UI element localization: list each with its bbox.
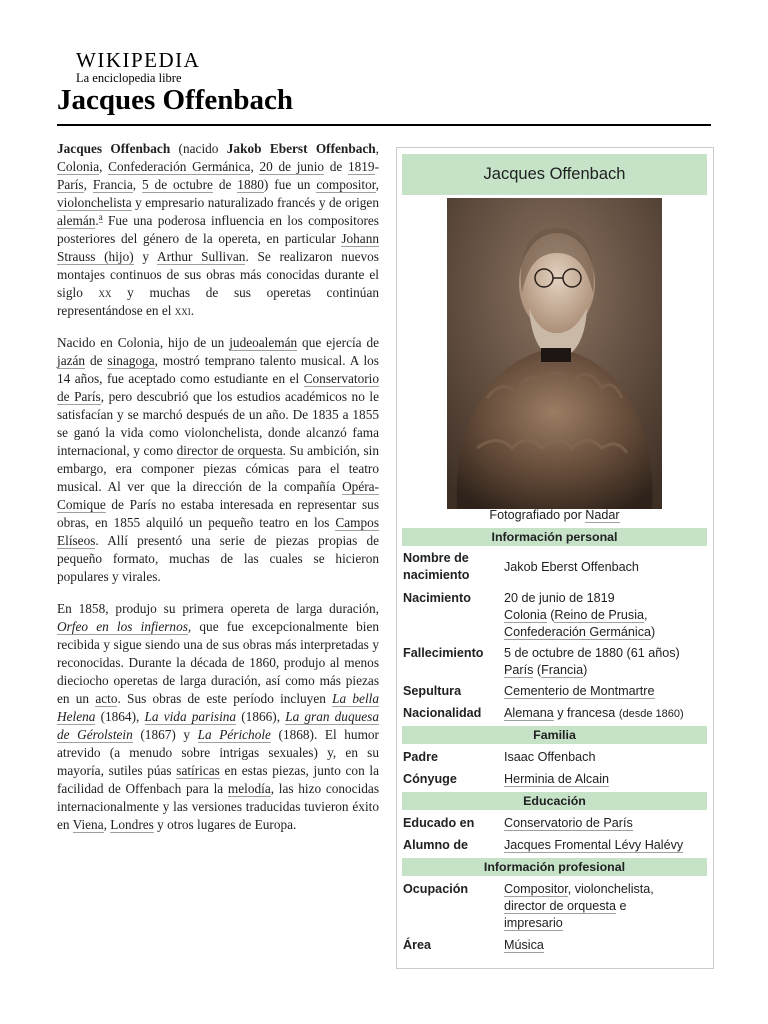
label-death: Fallecimiento [403,646,484,660]
link-birth-colonia[interactable]: Colonia [504,608,547,622]
infobox [396,147,714,969]
section-family: Familia [402,726,707,744]
link-gerolstein[interactable]: La gran duquesa de Gérolstein [57,709,379,742]
link-colonia[interactable]: Colonia [57,159,100,174]
infobox-title: Jacques Offenbach [402,154,707,195]
paragraph-intro: Jacques Offenbach (nacido Jakob Eberst Offenbach, Colonia, Confederación Germánica, 20 de junio de 1819-París, Francia, 5 de octubre de 1880) fue un compositor, violonchelista y empresario naturalizado francés y de origen alemán.$^a$ Fue una poderosa influencia en los compositores posteriores del género de la opereta, en particular Johann Strauss (hijo) y Arthur Sullivan. Se realizaron nuevos montajes continuos de sus obras más conocidas durante el siglo xx y muchas de sus operetas continúan representándose en el xxi. [57,141,380,318]
link-aleman[interactable]: alemán [57,213,96,228]
value-burial [504,683,708,700]
link-bella-helena[interactable]: La bella Helena [57,691,379,724]
link-director[interactable]: director de orquesta [504,899,617,913]
link-director-orquesta[interactable]: director de orquesta [176,443,283,458]
birth-name: Jakob Eberst Offenbach [226,141,376,156]
value-birth-name: Jakob Eberst Offenbach [504,560,639,574]
link-melodia[interactable]: melodía [227,781,271,796]
value-birth: 20 de junio de 1819 Colonia (Reino de Prusia, Confederación Germánica) [504,591,656,639]
link-montmartre[interactable]: Cementerio de Montmartre [504,684,655,698]
link-jazan[interactable]: jazán [57,353,86,368]
portrait-image [447,198,662,509]
link-birth-confederacion[interactable]: Confederación Germánica [504,625,652,639]
value-student-of [504,837,708,854]
link-nadar[interactable]: Nadar [585,508,620,522]
link-death-date[interactable]: 5 de octubre [141,177,213,192]
value-educated [504,815,708,832]
label-nationality: Nacionalidad [403,706,482,720]
link-birth-year[interactable]: 1819 [347,159,375,174]
paragraph-early-life: Nacido en Colonia, hijo de un judeoalemán que ejercía de jazán de sinagoga, mostró temprano talento musical. A los 14 años, fue aceptado como estudiante en el Conservatorio de París, pero descubrió que los estudios académicos no le satisfacían y se marchó después de un año. De 1835 a 1855 se ganó la vida como violonchelista, donde alcanzó fama internacional, y como director de orquesta. Su ambición, sin embargo, era componer piezas cómicas para el teatro musical. Al ver que la dirección de la compañía Opéra-Comique de París no estaba interesada en representar sus obras, en 1855 alquiló un pequeño teatro en los Campos Elíseos. Allí presentó una serie de piezas propias de pequeño formato, muchas de las cuales se hicieron populares y virales. [57,335,380,584]
label-occupation: Ocupación [403,882,469,896]
label-burial: Sepultura [403,684,462,698]
link-orfeo[interactable]: Orfeo en los infiernos [57,619,188,634]
link-francia[interactable]: Francia [92,177,133,192]
link-strauss[interactable]: Johann Strauss (hijo) [57,231,379,264]
label-father: Padre [403,750,439,764]
label-educated: Educado en [403,816,475,830]
link-halevy[interactable]: Jacques Fromental Lévy Halévy [504,838,684,852]
footnote-a[interactable]: a [98,211,103,222]
link-conservatorio[interactable]: Conservatorio de París [57,371,379,404]
section-professional: Información profesional [402,858,707,876]
century-xxi: xxi [174,303,191,318]
link-perichole[interactable]: La Périchole [197,727,271,742]
title-divider [57,124,711,126]
article-body [57,140,379,848]
link-sullivan[interactable]: Arthur Sullivan [156,249,246,264]
link-herminia[interactable]: Herminia de Alcain [504,772,609,786]
label-area: Área [403,938,432,952]
link-compositor[interactable]: Compositor [504,882,568,896]
wikipedia-tagline: La enciclopedia libre [76,71,182,85]
link-vida-parisina[interactable]: La vida parisina [144,709,237,724]
label-birth-name: Nombre de nacimiento [403,551,470,582]
page-title: Jacques Offenbach [57,84,294,116]
paragraph-career: En 1858, produjo su primera opereta de larga duración, Orfeo en los infiernos, que fue excepcionalmente bien recibida y sigue siendo una de sus obras más interpretadas y reconocidas. Durante la década de 1860, produjo al menos dieciocho operetas de larga duración, así como más piezas en un acto. Sus obras de este período incluyen La bella Helena (1864), La vida parisina (1866), La gran duquesa de Gérolstein (1867) y La Périchole (1868). El humor atrevido (a menudo sobre intrigas sexuales) y, en su mayoría, sutiles púas satíricas en estas piezas, junto con la facilidad de Offenbach para la melodía, las hizo conocidas internacionalmente y las versiones traducidas tuvieron éxito en Viena, Londres y otros lugares de Europa. [57,601,379,832]
value-nationality: Alemana y francesa (desde 1860) [504,706,684,720]
value-father: Isaac Offenbach [504,750,596,764]
link-violonchelista[interactable]: violonchelista [57,195,132,210]
link-campos-eliseos[interactable]: Campos Elíseos [57,515,379,548]
label-birth: Nacimiento [403,591,471,605]
value-death: 5 de octubre de 1880 (61 años) París (Francia) [504,646,680,677]
link-alemana[interactable]: Alemana [504,706,554,720]
section-education: Educación [402,792,707,810]
link-reino-prusia[interactable]: Reino de Prusia [554,608,645,622]
label-student-of: Alumno de [403,838,469,852]
link-judeoaleman[interactable]: judeoalemán [229,335,298,350]
link-death-paris[interactable]: París [504,663,534,677]
link-satiricas[interactable]: satíricas [176,763,220,778]
photo-caption: Fotografiado por Nadar [489,508,620,522]
link-confederacion[interactable]: Confederación Germánica [108,159,251,174]
value-occupation: Compositor, violonchelista, director de orquesta e impresario [504,882,654,930]
link-birth-date[interactable]: 20 de junio [259,159,325,174]
link-paris[interactable]: París [57,177,84,192]
value-area [504,937,708,954]
subject-name: Jacques Offenbach [57,141,171,156]
label-spouse: Cónyuge [403,772,457,786]
link-musica[interactable]: Música [504,938,544,952]
link-viena[interactable]: Viena [72,817,104,832]
link-compositor[interactable]: compositor [316,177,376,192]
link-londres[interactable]: Londres [110,817,154,832]
wikipedia-logo[interactable]: WIKIPEDIA [76,48,201,72]
link-death-year[interactable]: 1880 [237,177,264,192]
section-personal-info: Información personal [402,528,707,546]
link-opera-comique[interactable]: Opéra-Comique [57,479,379,512]
link-acto[interactable]: acto [95,691,118,706]
century-xx: xx [98,285,112,300]
value-spouse [504,771,708,788]
link-impresario[interactable]: impresario [504,916,563,930]
link-conservatorio-paris[interactable]: Conservatorio de París [504,816,633,830]
portrait-photo[interactable] [447,198,662,509]
link-death-francia[interactable]: Francia [541,663,584,677]
link-sinagoga[interactable]: sinagoga [107,353,155,368]
